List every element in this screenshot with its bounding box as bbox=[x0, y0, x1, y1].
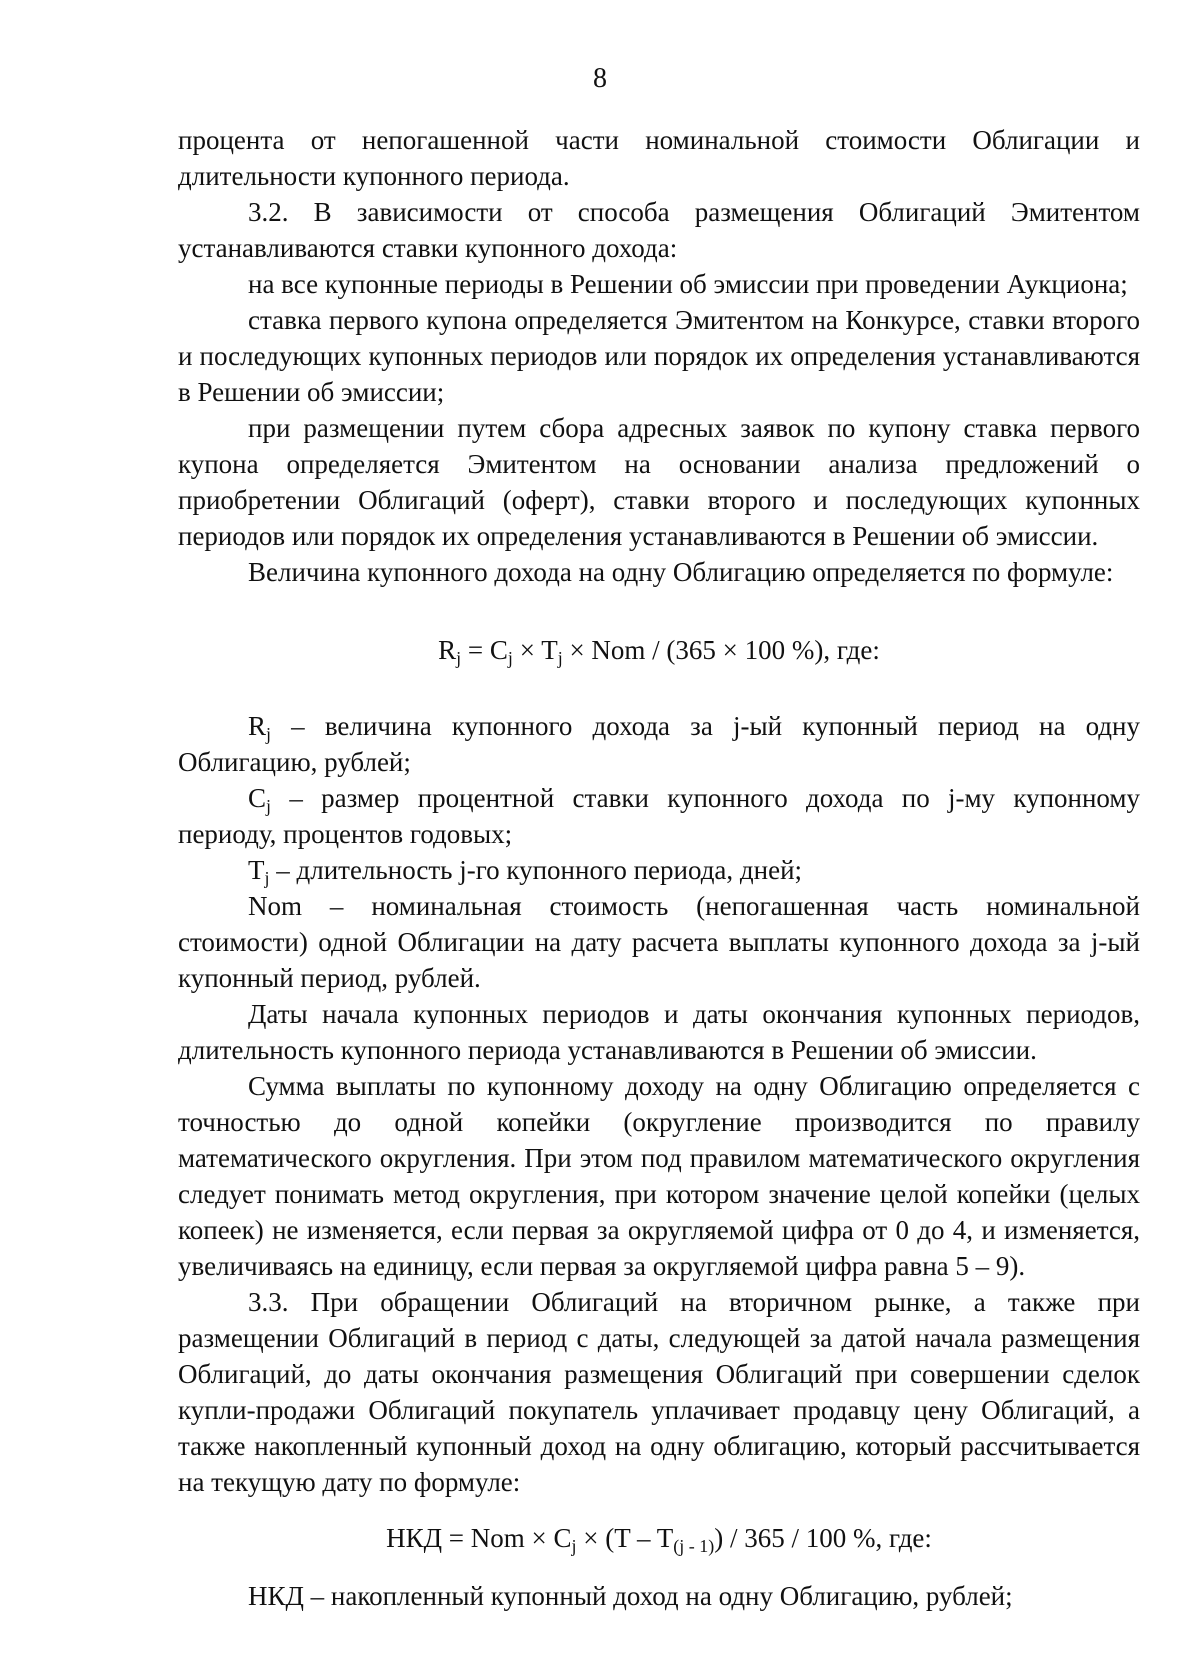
definition-tj: $T_j$ – длительность j-го купонного периода, дней; bbox=[248, 855, 803, 888]
paragraph-period-dates: Даты начала купонных периодов и даты окончания купонных периодов, длительность купонного периода устанавливаются в Решении об эмиссии. bbox=[178, 999, 1140, 1065]
list-item-contest: ставка первого купона определяется Эмитентом на Конкурсе, ставки второго и последующих купонных периодов или порядок их определения устанавливаются в Решении об эмиссии; bbox=[178, 305, 1140, 407]
list-item-book-building: при размещении путем сбора адресных заявок по купону ставка первого купона определяется Эмитентом на основании анализа предложений о приобретении Облигаций (оферт), ставки второго и последующих купонных периодов или порядок их определения устанавливаются в Решении об эмиссии. bbox=[178, 413, 1140, 551]
definition-nkd: НКД – накопленный купонный доход на одну Облигацию, рублей; bbox=[248, 1581, 1013, 1611]
definition-nom: Nom – номинальная стоимость (непогашенная часть номинальной стоимости) одной Облигации на дату расчета выплаты купонного дохода за j-ый купонный период, рублей. bbox=[178, 891, 1140, 993]
paragraph-3-3: 3.3. При обращении Облигаций на вторичном рынке, а также при размещении Облигаций в период с даты, следующей за датой начала размещения Облигаций, до даты окончания размещения Облигаций при совершении сделок купли-продажи Облигаций покупатель уплачивает продавцу цену Облигаций, а также накопленный купонный доход на одну облигацию, который рассчитывается на текущую дату по формуле: bbox=[178, 1287, 1140, 1497]
definition-cj: $C_j$ – размер процентной ставки купонного дохода по j-му купонному периоду, процентов годовых; bbox=[178, 783, 1140, 849]
list-item-auction: на все купонные периоды в Решении об эмиссии при проведении Аукциона; bbox=[248, 269, 1128, 299]
definition-rj: $R_j$ – величина купонного дохода за j-ый купонный период на одну Облигацию, рублей; bbox=[178, 711, 1140, 777]
paragraph-3-2: 3.2. В зависимости от способа размещения Облигаций Эмитентом устанавливаются ставки купонного дохода: bbox=[178, 197, 1140, 263]
formula-intro: Величина купонного дохода на одну Облигацию определяется по формуле: bbox=[248, 557, 1114, 587]
document-body bbox=[178, 122, 1140, 1614]
paragraph-rounding: Сумма выплаты по купонному доходу на одну Облигацию определяется с точностью до одной копейки (округление производится по правилу математического округления. При этом под правилом математического округления следует понимать метод округления, при котором значение целой копейки (целых копеек) не изменяется, если первая за округляемой цифра от 0 до 4, и изменяется, увеличиваясь на единицу, если первая за округляемой цифра равна 5 – 9). bbox=[178, 1071, 1140, 1281]
paragraph-continuation: процента от непогашенной части номинальной стоимости Облигации и длительности купонного периода. bbox=[178, 125, 1140, 191]
page-number: 8 bbox=[593, 63, 607, 94]
coupon-formula: $R_j = C_j \times T_j$ × Nom / (365 × 100 %), где: bbox=[438, 635, 880, 668]
accrued-income-formula: НКД = Nom × $C_j \times (T - T_{(j - 1)}) / 365 / 100$ %, где: bbox=[386, 1523, 932, 1556]
